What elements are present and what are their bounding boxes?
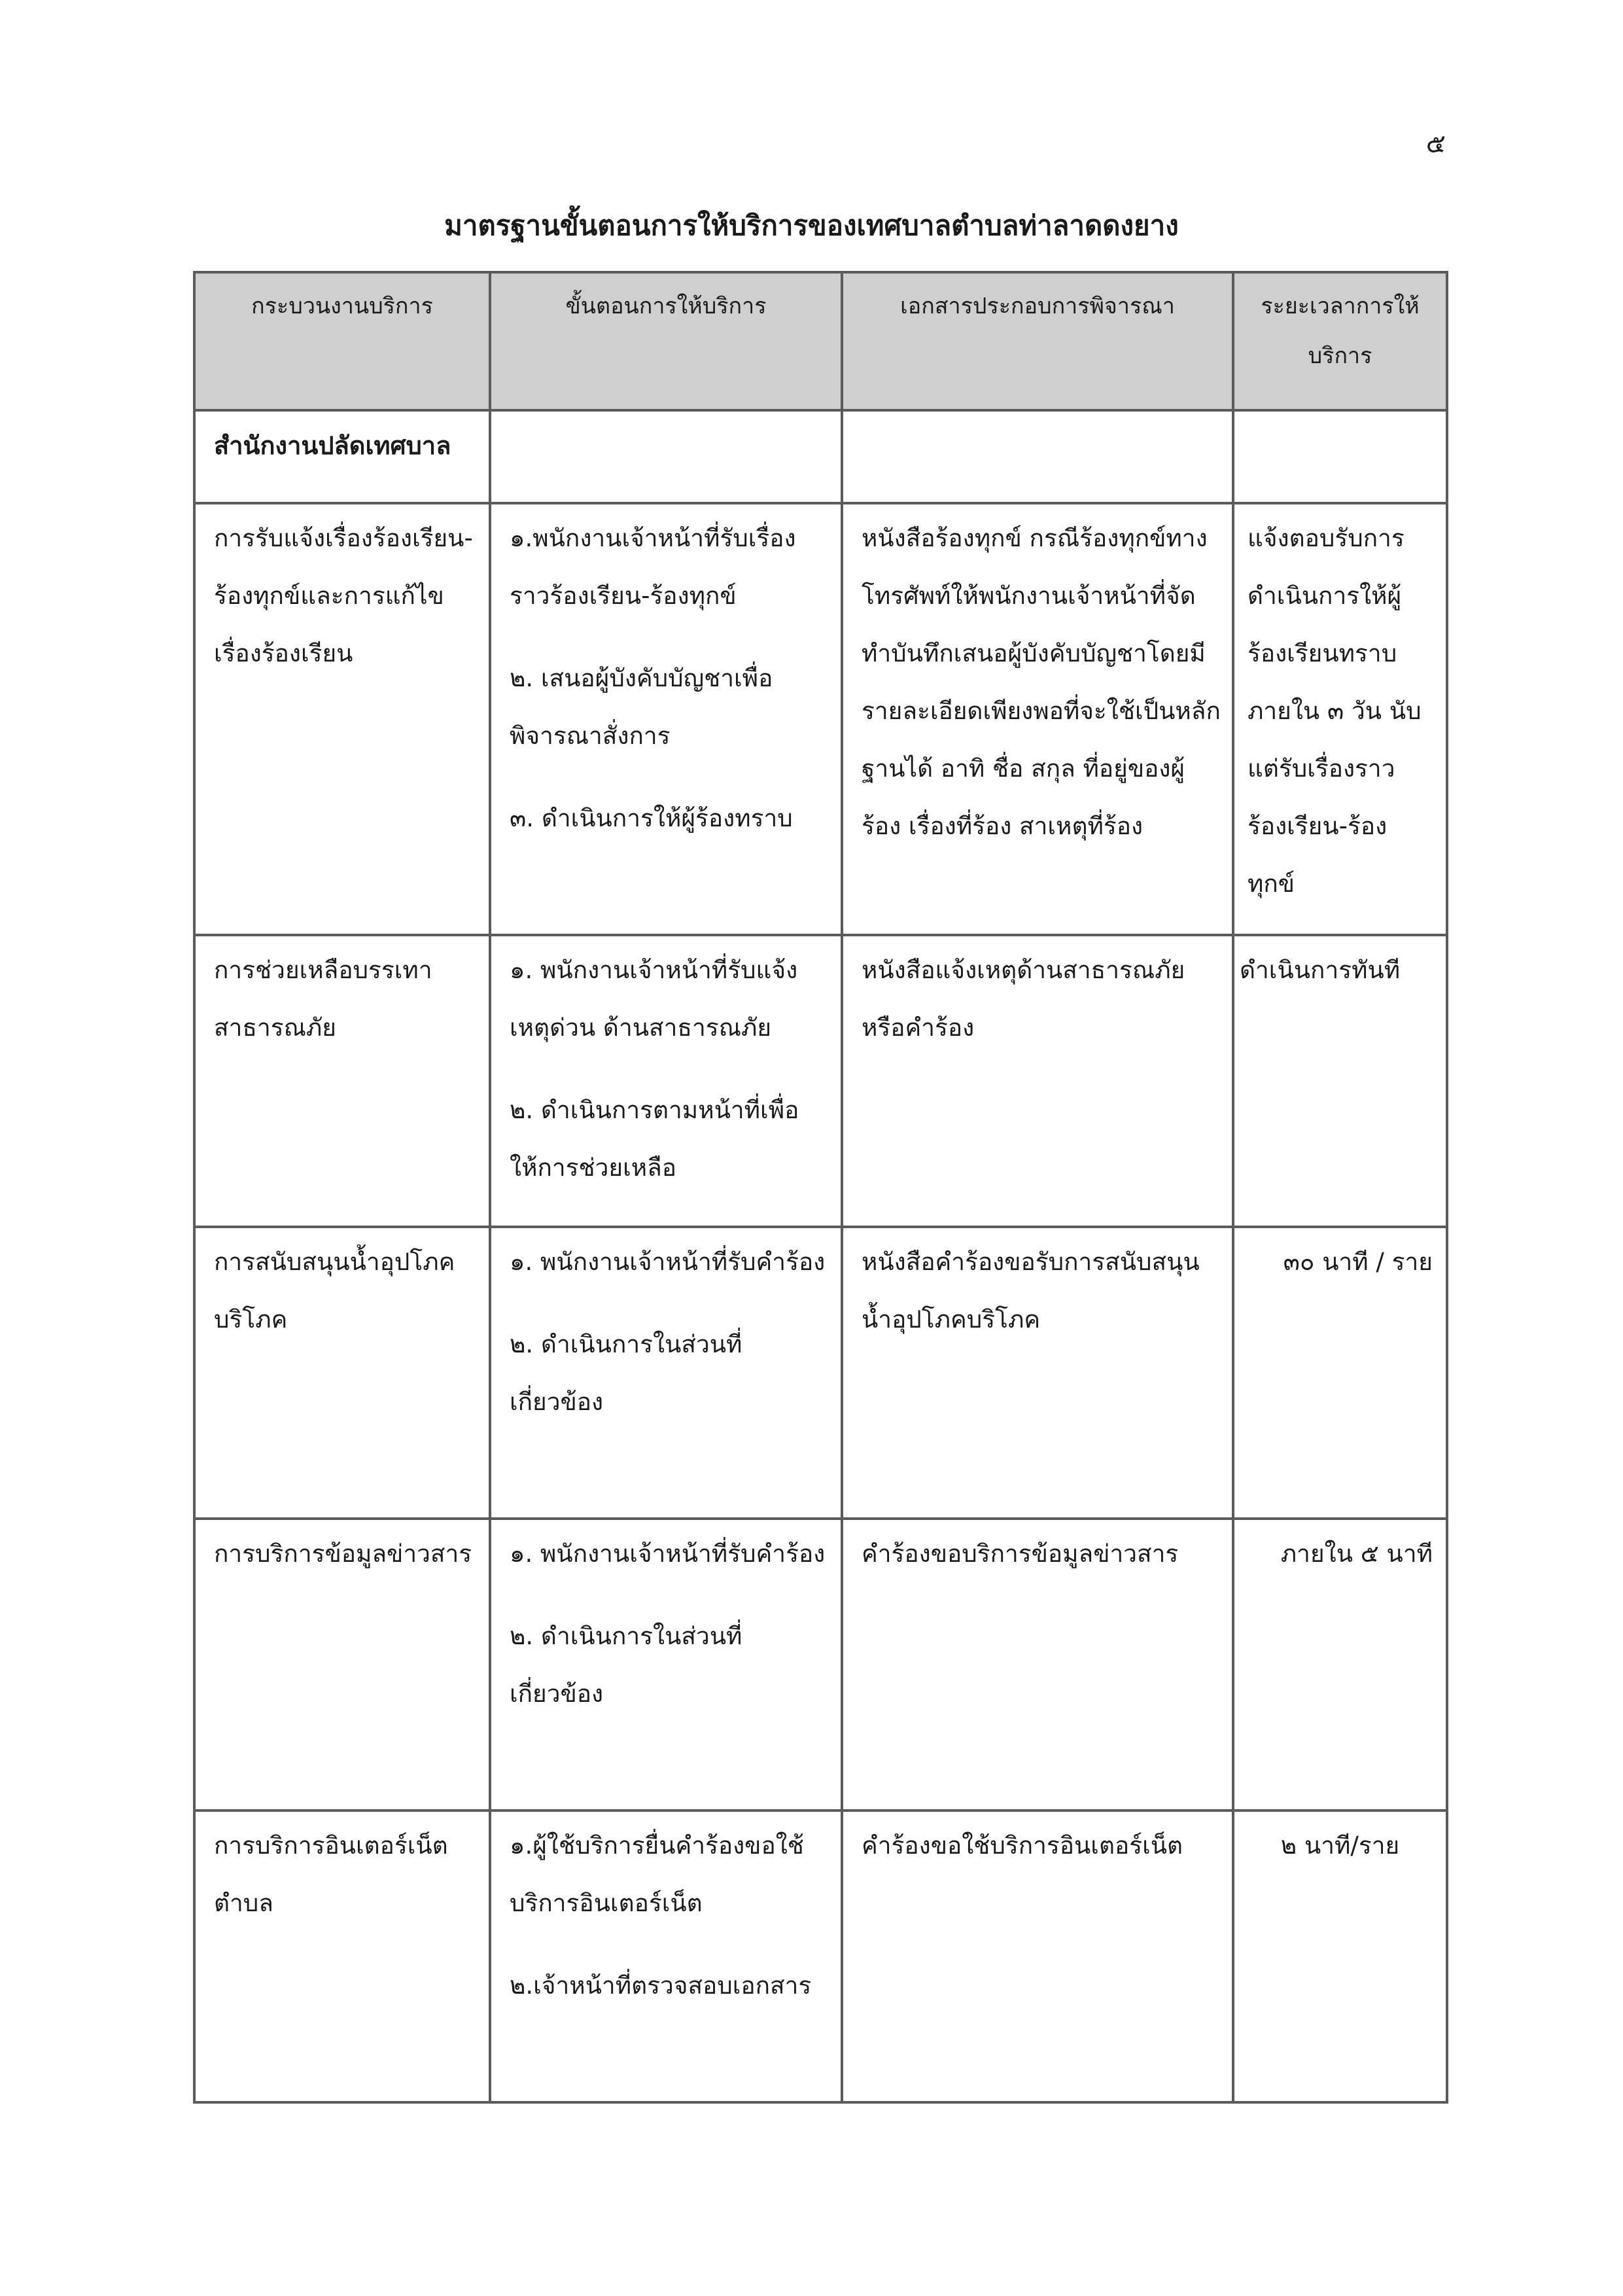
table-row xyxy=(194,935,1447,1227)
duration-cell: ดำเนินการทันที xyxy=(1233,935,1447,1227)
step-item: ๑.พนักงานเจ้าหน้าที่รับเรื่องราวร้องเรียน-ร้องทุกข์ xyxy=(510,524,796,610)
section-row xyxy=(194,410,1447,503)
documents-cell: หนังสือร้องทุกข์ กรณีร้องทุกข์ทางโทรศัพท์ให้พนักงานเจ้าหน้าที่จัดทำบันทึกเสนอผู้บังคับบัญชาโดยมีรายละเอียดเพียงพอที่จะใช้เป็นหลักฐานได้ อาทิ ชื่อ สกุล ที่อยู่ของผู้ร้อง เรื่องที่ร้อง สาเหตุที่ร้อง xyxy=(842,503,1233,935)
header-documents: เอกสารประกอบการพิจารณา xyxy=(842,272,1233,410)
table-row xyxy=(194,503,1447,935)
step-item: ๑.ผู้ใช้บริการยื่นคำร้องขอใช้บริการอินเตอร์เน็ต xyxy=(510,1831,804,1917)
page-number: ๕ xyxy=(1425,129,1446,159)
steps-cell xyxy=(490,1519,842,1810)
header-row xyxy=(194,272,1447,410)
steps-cell xyxy=(490,1810,842,2102)
step-item: ๑. พนักงานเจ้าหน้าที่รับคำร้อง xyxy=(510,1540,826,1568)
header-steps: ขั้นตอนการให้บริการ xyxy=(490,272,842,410)
section-label: สำนักงานปลัดเทศบาล xyxy=(214,431,451,460)
documents-cell: คำร้องขอบริการข้อมูลข่าวสาร xyxy=(842,1519,1233,1810)
step-item: ๑. พนักงานเจ้าหน้าที่รับคำร้อง xyxy=(510,1248,826,1276)
documents-cell: หนังสือคำร้องขอรับการสนับสนุนน้ำอุปโภคบริโภค xyxy=(842,1227,1233,1519)
service-standards-table xyxy=(193,271,1448,2104)
process-cell: การช่วยเหลือบรรเทาสาธารณภัย xyxy=(194,935,490,1227)
process-cell: การรับแจ้งเรื่องร้องเรียน-ร้องทุกข์และการแก้ไขเรื่องร้องเรียน xyxy=(194,503,490,935)
steps-cell xyxy=(490,935,842,1227)
section-empty-cell xyxy=(490,410,842,503)
step-item: ๑. พนักงานเจ้าหน้าที่รับแจ้งเหตุด่วน ด้านสาธารณภัย xyxy=(510,956,798,1042)
steps-cell xyxy=(490,1227,842,1519)
table-body xyxy=(194,410,1447,2102)
header-duration: ระยะเวลาการให้บริการ xyxy=(1233,272,1447,410)
step-item: ๓. ดำเนินการให้ผู้ร้องทราบ xyxy=(510,804,793,832)
section-empty-cell xyxy=(842,410,1233,503)
duration-cell: ๓๐ นาที / ราย xyxy=(1233,1227,1447,1519)
documents-cell: หนังสือแจ้งเหตุด้านสาธารณภัยหรือคำร้อง xyxy=(842,935,1233,1227)
duration-cell: แจ้งตอบรับการดำเนินการให้ผู้ร้องเรียนทราบภายใน ๓ วัน นับแต่รับเรื่องราวร้องเรียน-ร้องทุกข์ xyxy=(1233,503,1447,935)
step-item: ๒.เจ้าหน้าที่ตรวจสอบเอกสาร xyxy=(510,1971,812,2000)
section-cell xyxy=(194,410,490,503)
step-item: ๒. ดำเนินการในส่วนที่เกี่ยวข้อง xyxy=(510,1622,742,1708)
table-header xyxy=(194,272,1447,410)
process-cell: การสนับสนุนน้ำอุปโภคบริโภค xyxy=(194,1227,490,1519)
duration-cell: ภายใน ๕ นาที xyxy=(1233,1519,1447,1810)
table-row xyxy=(194,1519,1447,1810)
table-row xyxy=(194,1810,1447,2102)
duration-cell: ๒ นาที/ราย xyxy=(1233,1810,1447,2102)
header-process: กระบวนงานบริการ xyxy=(194,272,490,410)
step-item: ๒. ดำเนินการตามหน้าที่เพื่อให้การช่วยเหลือ xyxy=(510,1096,799,1182)
section-empty-cell xyxy=(1233,410,1447,503)
table-row xyxy=(194,1227,1447,1519)
steps-cell xyxy=(490,503,842,935)
process-cell: การบริการอินเตอร์เน็ตตำบล xyxy=(194,1810,490,2102)
step-item: ๒. ดำเนินการในส่วนที่เกี่ยวข้อง xyxy=(510,1330,742,1416)
page-title: มาตรฐานขั้นตอนการให้บริการของเทศบาลตำบลท่าลาดดงยาง xyxy=(444,209,1179,241)
step-item: ๒. เสนอผู้บังคับบัญชาเพื่อพิจารณาสั่งการ xyxy=(510,664,773,750)
process-cell: การบริการข้อมูลข่าวสาร xyxy=(194,1519,490,1810)
documents-cell: คำร้องขอใช้บริการอินเตอร์เน็ต xyxy=(842,1810,1233,2102)
